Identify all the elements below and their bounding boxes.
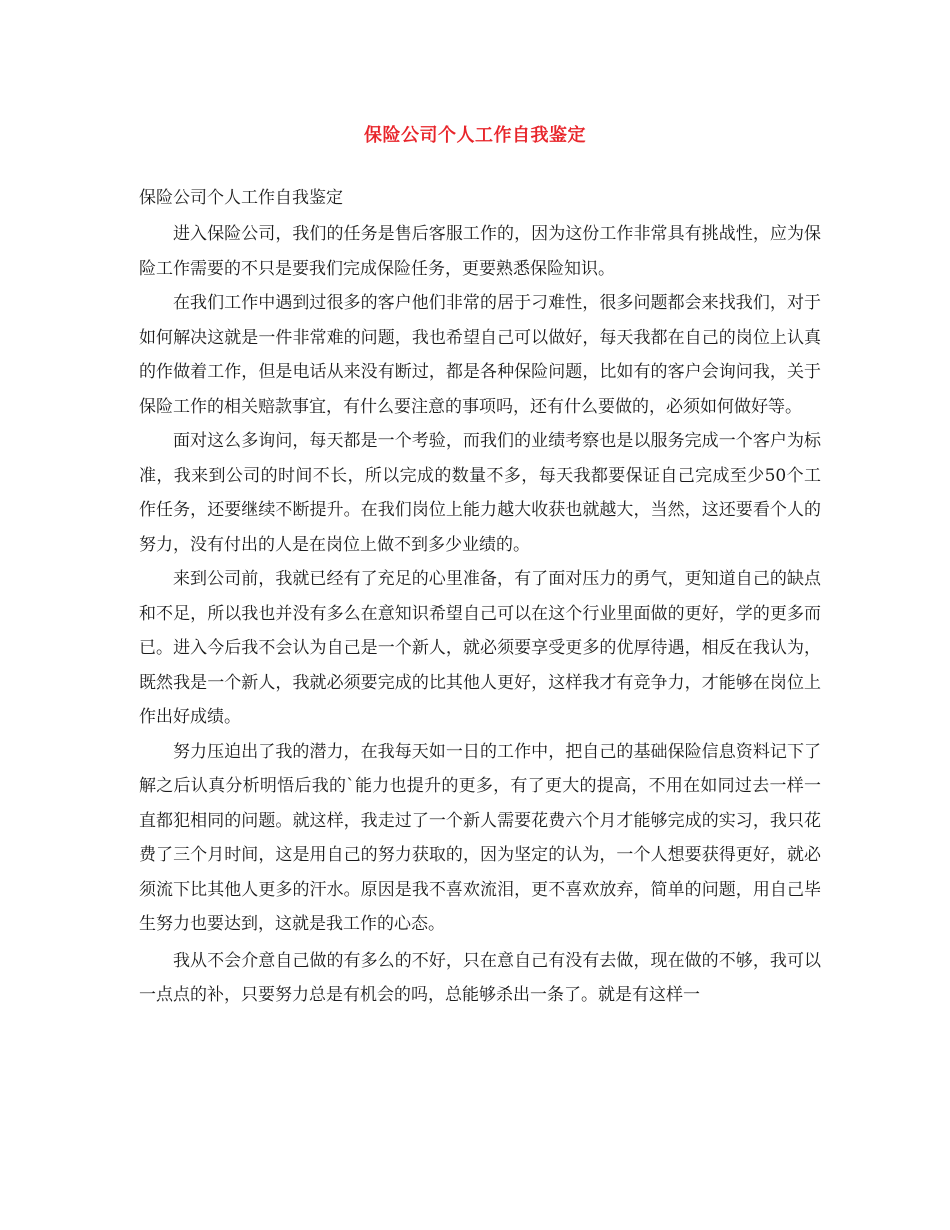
paragraph-3: 面对这么多询问，每天都是一个考验，而我们的业绩考察也是以服务完成一个客户为标准，我来到公司的时间不长，所以完成的数量不多，每天我都要保证自己完成至少50个工作任务，还要继续不断提升。在我们岗位上能力越大收获也就越大，当然，这还要看个人的努力，没有付出的人是在岗位上做不到多少业绩的。 <box>139 431 821 555</box>
paragraph-5: 努力压迫出了我的潜力，在我每天如一日的工作中，把自己的基础保险信息资料记下了解之后认真分析明悟后我的`能力也提升的更多，有了更大的提高，不用在如同过去一样一直都犯相同的问题。就这样，我走过了一个新人需要花费六个月才能够完成的实习，我只花费了三个月时间，这是用自己的努力获取的，因为坚定的认为，一个人想要获得更好，就必须流下比其他人更多的汗水。原因是我不喜欢流泪，更不喜欢放弃，简单的问题，用自己毕生努力也要达到，这就是我工作的心态。 <box>139 741 821 934</box>
document-subtitle: 保险公司个人工作自我鉴定 <box>139 188 343 208</box>
paragraph-6: 我从不会介意自己做的有多么的不好，只在意自己有没有去做，现在做的不够，我可以一点点的补，只要努力总是有机会的吗，总能够杀出一条了。就是有这样一 <box>139 950 821 1005</box>
paragraph-4: 来到公司前，我就已经有了充足的心里准备，有了面对压力的勇气，更知道自己的缺点和不足，所以我也并没有多么在意知识希望自己可以在这个行业里面做的更好，学的更多而已。进入今后我不会认为自己是一个新人，就必须要享受更多的优厚待遇，相反在我认为，既然我是一个新人，我就必须要完成的比其他人更好，这样我才有竞争力，才能够在岗位上作出好成绩。 <box>139 569 821 727</box>
paragraph-1: 进入保险公司，我们的任务是售后客服工作的，因为这份工作非常具有挑战性，应为保险工作需要的不只是要我们完成保险任务，更要熟悉保险知识。 <box>139 224 821 279</box>
document-body <box>139 183 821 1013</box>
document-title: 保险公司个人工作自我鉴定 <box>364 125 586 146</box>
paragraph-2: 在我们工作中遇到过很多的客户他们非常的居于刁难性，很多问题都会来找我们，对于如何解决这就是一件非常难的问题，我也希望自己可以做好，每天我都在自己的岗位上认真的作做着工作，但是电话从来没有断过，都是各种保险问题，比如有的客户会询问我，关于保险工作的相关赔款事宜，有什么要注意的事项吗，还有什么要做的，必须如何做好等。 <box>139 293 821 417</box>
